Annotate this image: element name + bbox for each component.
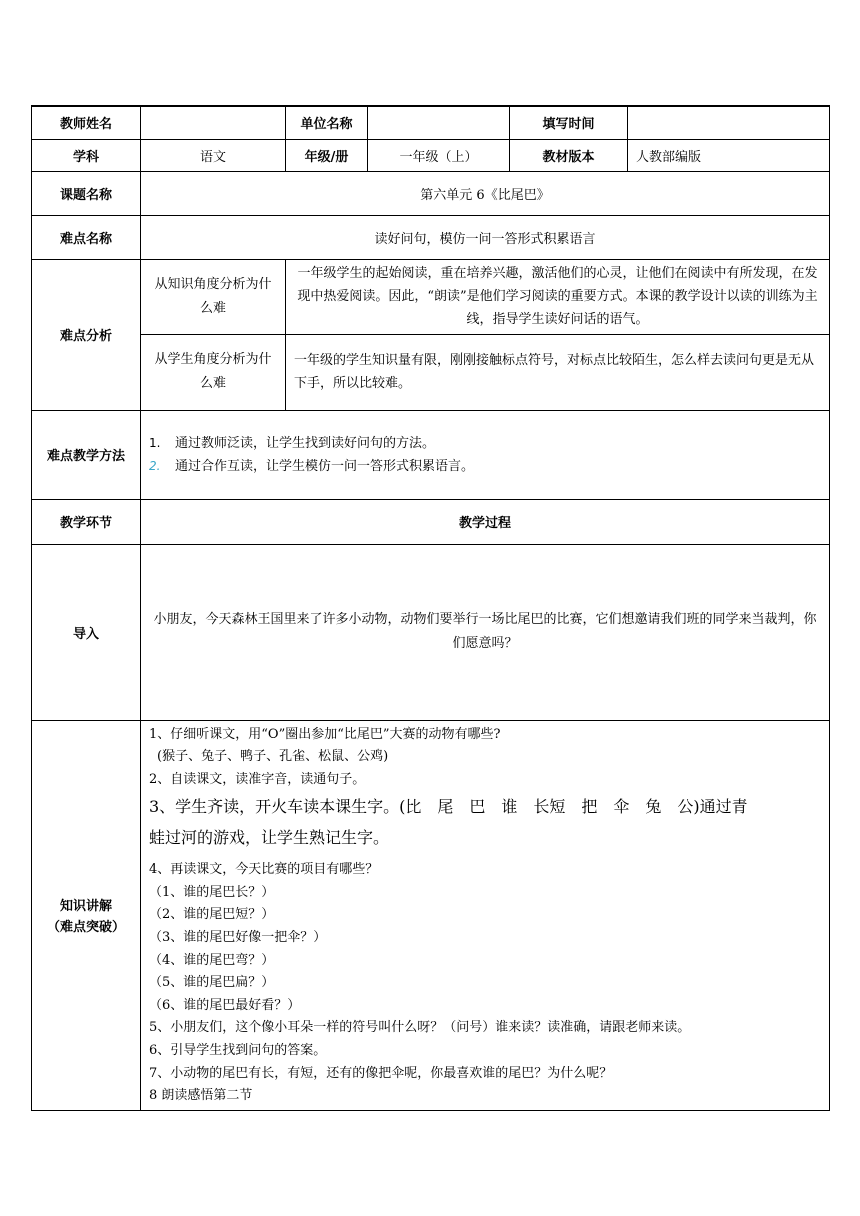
- knowledge-label-line1: 知识讲解: [59, 899, 112, 915]
- knowledge-line: 2、自读课文，读准字音，读通句子。: [149, 771, 366, 787]
- date-value: [628, 106, 830, 139]
- knowledge-content: [141, 720, 830, 1110]
- student-angle-label: 从学生角度分析为什么难: [141, 334, 286, 410]
- methods-list: [141, 410, 830, 499]
- knowledge-line: 1、仔细听课文，用“O”圈出参加“比尾巴”大赛的动物有哪些?: [149, 726, 501, 742]
- intro-text: 小朋友，今天森林王国里来了许多小动物，动物们要举行一场比尾巴的比赛，它们想邀请我们班的同学来当裁判，你们愿意吗？: [141, 544, 830, 720]
- knowledge-line: （5、谁的尾巴扁？）: [149, 975, 275, 991]
- knowledge-line: （6、谁的尾巴最好看？）: [149, 997, 301, 1013]
- row-analysis-knowledge: [32, 259, 830, 334]
- knowledge-angle-text: 一年级学生的起始阅读，重在培养兴趣，激活他们的心灵，让他们在阅读中有所发现，在发现中热爱阅读。因此，“朗读”是他们学习阅读的重要方式。本课的教学设计以读的训练为主线，指导学生读好问话的语气。: [286, 259, 830, 334]
- knowledge-line: 8 朗读感悟第二节: [149, 1088, 253, 1104]
- subject-label: 学科: [32, 139, 141, 171]
- grade-label: 年级/册: [286, 139, 368, 171]
- method-text: 通过合作互读，让学生模仿一问一答形式积累语言。: [175, 458, 475, 474]
- topic-value: 第六单元 6《比尾巴》: [141, 171, 830, 215]
- method-text: 通过教师泛读，让学生找到读好问句的方法。: [175, 435, 436, 451]
- knowledge-line: 5、小朋友们，这个像小耳朵一样的符号叫什么呀？（问号）谁来读？读准确，请跟老师来读。: [149, 1020, 691, 1036]
- method-number: 1.: [149, 435, 161, 450]
- process-header: 教学过程: [141, 499, 830, 544]
- knowledge-label-line2: （难点突破）: [46, 920, 125, 936]
- difficulty-label: 难点名称: [32, 215, 141, 259]
- edition-label: 教材版本: [510, 139, 628, 171]
- analysis-label: 难点分析: [32, 259, 141, 410]
- stage-header: 教学环节: [32, 499, 141, 544]
- row-methods: [32, 410, 830, 499]
- knowledge-line: （1、谁的尾巴长？）: [149, 884, 275, 900]
- row-analysis-student: [32, 334, 830, 410]
- grade-value: 一年级（上）: [368, 139, 510, 171]
- knowledge-angle-label: 从知识角度分析为什么难: [141, 259, 286, 334]
- knowledge-line: 3、学生齐读，开火车读本课生字。(比 尾 巴 谁 长短 把 伞 兔 公)通过青: [149, 797, 748, 817]
- knowledge-line: （2、谁的尾巴短？）: [149, 907, 275, 923]
- row-knowledge: [32, 720, 830, 1110]
- row-teacher: [32, 106, 830, 139]
- knowledge-line: （3、谁的尾巴好像一把伞？）: [149, 930, 327, 946]
- row-topic: [32, 171, 830, 215]
- knowledge-line: (猴子、兔子、鸭子、孔雀、松鼠、公鸡): [157, 749, 389, 765]
- student-angle-text: 一年级的学生知识量有限，刚刚接触标点符号，对标点比较陌生，怎么样去读问句更是无从下手，所以比较难。: [286, 334, 830, 410]
- difficulty-value: 读好问句，模仿一问一答形式积累语言: [141, 215, 830, 259]
- knowledge-line: 7、小动物的尾巴有长，有短，还有的像把伞呢，你最喜欢谁的尾巴？为什么呢？: [149, 1065, 613, 1081]
- unit-value: [368, 106, 510, 139]
- date-label: 填写时间: [510, 106, 628, 139]
- topic-label: 课题名称: [32, 171, 141, 215]
- method-item: [149, 432, 829, 455]
- method-item: [149, 455, 829, 478]
- knowledge-line: 蛙过河的游戏，让学生熟记生字。: [149, 828, 390, 848]
- row-process-header: [32, 499, 830, 544]
- unit-label: 单位名称: [286, 106, 368, 139]
- teacher-value: [141, 106, 286, 139]
- row-subject: [32, 139, 830, 171]
- knowledge-line: 4、再读课文，今天比赛的项目有哪些？: [149, 862, 379, 878]
- knowledge-line: （4、谁的尾巴弯？）: [149, 952, 275, 968]
- row-difficulty: [32, 215, 830, 259]
- edition-value: 人教部编版: [628, 139, 830, 171]
- subject-value: 语文: [141, 139, 286, 171]
- teacher-label: 教师姓名: [32, 106, 141, 139]
- knowledge-label: [32, 720, 141, 1110]
- row-intro: [32, 544, 830, 720]
- lesson-plan-table: [31, 105, 830, 1111]
- intro-label: 导入: [32, 544, 141, 720]
- knowledge-line: 6、引导学生找到问句的答案。: [149, 1043, 327, 1059]
- method-number: 2.: [149, 458, 161, 473]
- methods-label: 难点教学方法: [32, 410, 141, 499]
